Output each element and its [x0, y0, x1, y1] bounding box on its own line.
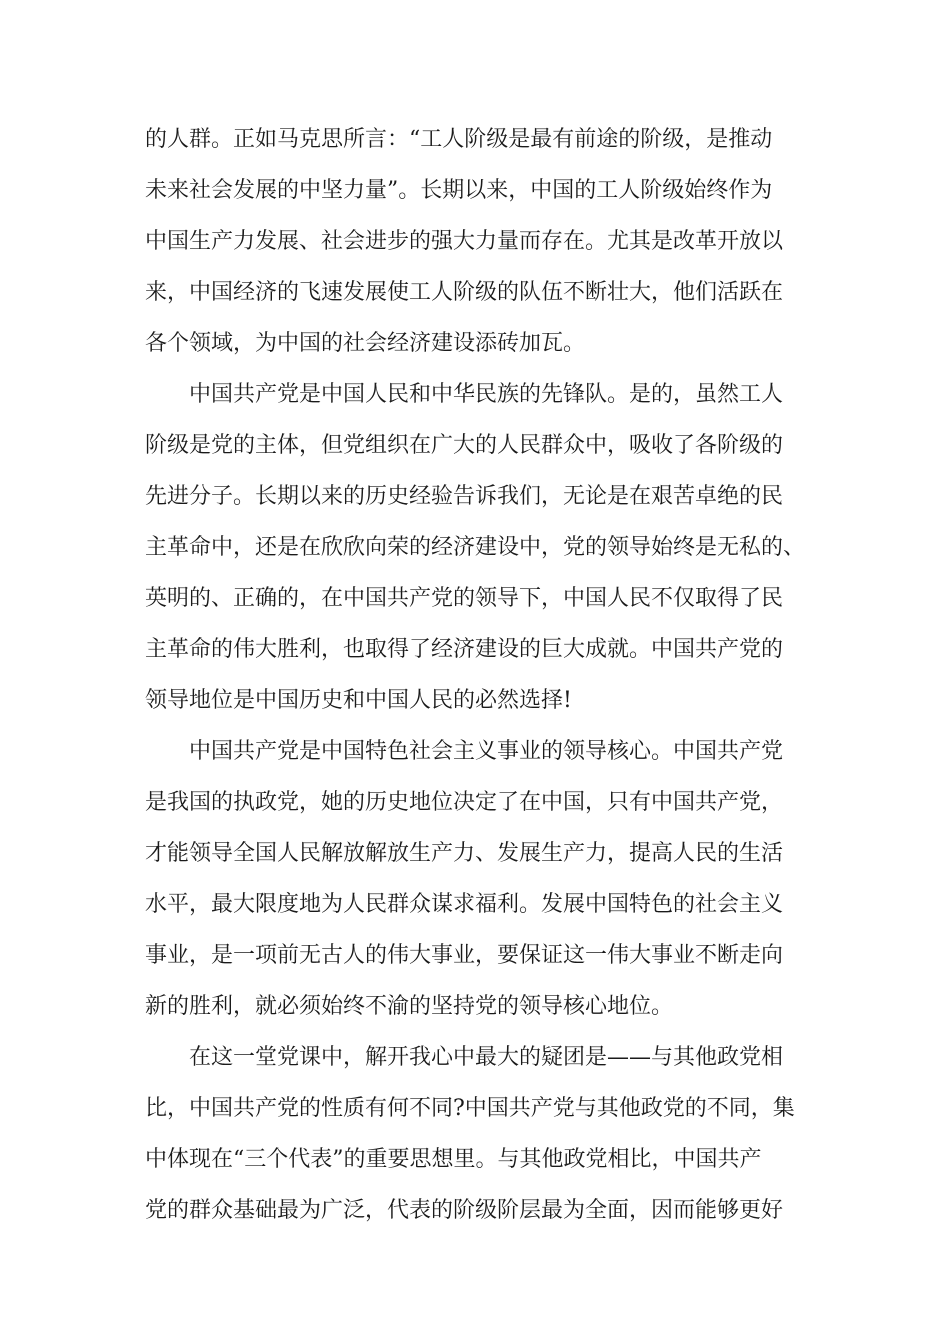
text-line: 中国共产党是中国人民和中华民族的先锋队。是的，虽然工人	[145, 382, 784, 407]
text-line: 领导地位是中国历史和中国人民的必然选择!	[145, 688, 572, 713]
text-line: 英明的、正确的，在中国共产党的领导下，中国人民不仅取得了民	[145, 586, 784, 611]
text-line: 未来社会发展的中坚力量”。长期以来，中国的工人阶级始终作为	[145, 178, 773, 203]
text-line: 事业，是一项前无古人的伟大事业，要保证这一伟大事业不断走向	[145, 943, 784, 968]
text-line: 新的胜利，就必须始终不渝的坚持党的领导核心地位。	[145, 994, 674, 1019]
text-line: 的人群。正如马克思所言：“工人阶级是最有前途的阶级，是推动	[145, 127, 773, 152]
paragraph-3	[145, 726, 810, 1032]
text-line: 是我国的执政党，她的历史地位决定了在中国，只有中国共产党，	[145, 790, 784, 815]
text-line: 来，中国经济的飞速发展使工人阶级的队伍不断壮大，他们活跃在	[145, 280, 784, 305]
text-line: 各个领域，为中国的社会经济建设添砖加瓦。	[145, 331, 586, 356]
text-line: 比，中国共产党的性质有何不同?中国共产党与其他政党的不同，集	[145, 1096, 795, 1121]
text-line: 中体现在“三个代表”的重要思想里。与其他政党相比，中国共产	[145, 1147, 762, 1172]
paragraph-1	[145, 114, 810, 369]
text-line: 才能领导全国人民解放解放生产力、发展生产力，提高人民的生活	[145, 841, 784, 866]
text-line: 中国共产党是中国特色社会主义事业的领导核心。中国共产党	[145, 739, 784, 764]
text-line: 先进分子。长期以来的历史经验告诉我们，无论是在艰苦卓绝的民	[145, 484, 784, 509]
text-line: 在这一堂党课中，解开我心中最大的疑团是——与其他政党相	[145, 1045, 784, 1070]
text-line: 中国生产力发展、社会进步的强大力量而存在。尤其是改革开放以	[145, 229, 784, 254]
text-line: 主革命的伟大胜利，也取得了经济建设的巨大成就。中国共产党的	[145, 637, 784, 662]
paragraph-2	[145, 369, 810, 726]
paragraph-4	[145, 1032, 810, 1236]
text-line: 主革命中，还是在欣欣向荣的经济建设中，党的领导始终是无私的、	[145, 535, 806, 560]
text-line: 党的群众基础最为广泛，代表的阶级阶层最为全面，因而能够更好	[145, 1198, 784, 1223]
text-line: 阶级是党的主体，但党组织在广大的人民群众中，吸收了各阶级的	[145, 433, 784, 458]
text-line: 水平，最大限度地为人民群众谋求福利。发展中国特色的社会主义	[145, 892, 784, 917]
document-body	[145, 114, 810, 1236]
